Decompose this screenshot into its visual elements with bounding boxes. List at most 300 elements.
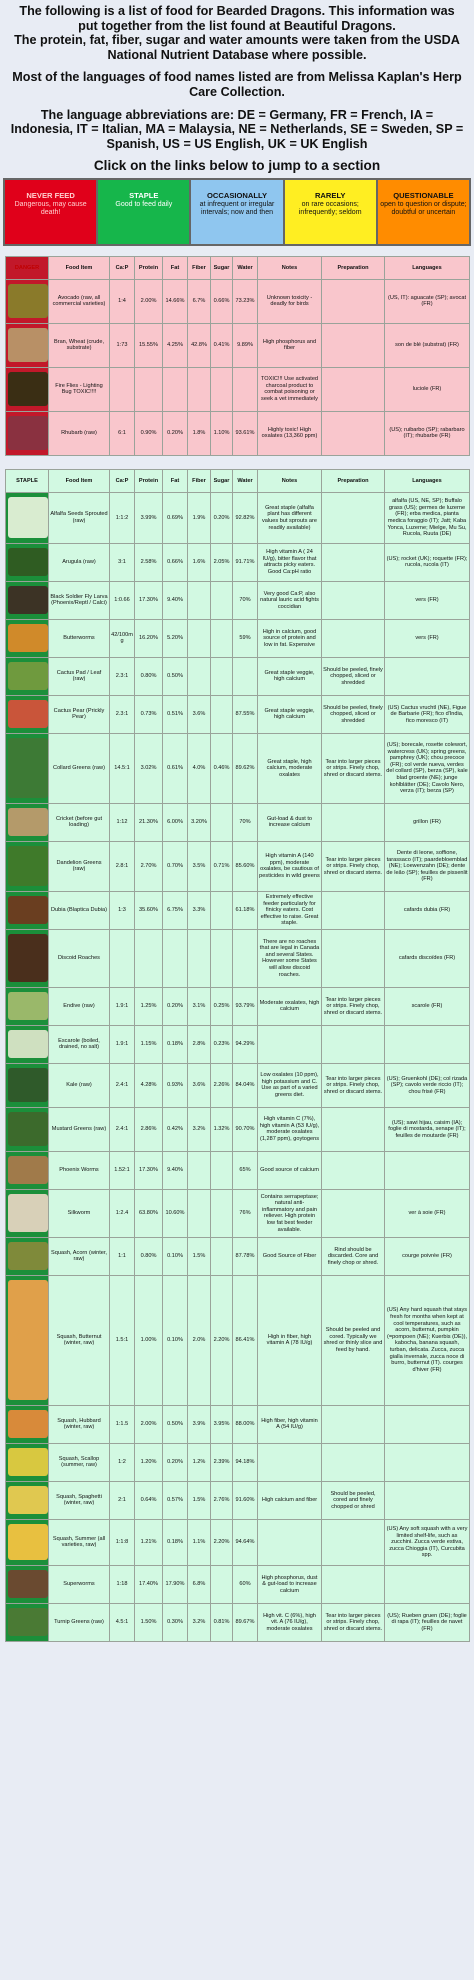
table-cell: 1.1% (188, 1519, 211, 1565)
table-cell: 3.2% (188, 1603, 211, 1641)
table-cell (211, 367, 233, 411)
table-cell: 1:1:8 (110, 1519, 135, 1565)
table-cell: 0.80% (135, 657, 163, 695)
table-cell: 1:18 (110, 1565, 135, 1603)
table-cell: 2.3:1 (110, 657, 135, 695)
table-cell: 93.61% (233, 411, 258, 455)
table-cell: 1.9:1 (110, 1025, 135, 1063)
table-cell: 17.30% (135, 1151, 163, 1189)
column-header: Protein (135, 469, 163, 492)
table-cell: 2.20% (211, 1519, 233, 1565)
table-cell: 1.52:1 (110, 1151, 135, 1189)
table-cell: 1.6% (188, 543, 211, 581)
table-cell: 1.5% (188, 1481, 211, 1519)
table-cell (322, 1565, 385, 1603)
table-cell: 1:12 (110, 803, 135, 841)
food-name-cell: Squash, Butternut (winter, raw) (49, 1275, 110, 1405)
food-photo-cell (6, 657, 49, 695)
food-name-cell: Phoenix Worms (49, 1151, 110, 1189)
food-photo-cell (6, 1151, 49, 1189)
table-cell (188, 581, 211, 619)
table-cell: 4.0% (188, 733, 211, 803)
food-photo-cell (6, 891, 49, 929)
table-cell: 17.90% (163, 1565, 188, 1603)
table-cell (322, 619, 385, 657)
table-cell: 4.5:1 (110, 1603, 135, 1641)
food-table (5, 256, 470, 1642)
danger-section (6, 256, 470, 455)
table-cell: 1:1.5 (110, 1405, 135, 1443)
column-header: Water (233, 256, 258, 279)
table-cell: 91.71% (233, 543, 258, 581)
table-cell: 5.20% (163, 619, 188, 657)
table-cell: 94.29% (233, 1025, 258, 1063)
legend-title: QUESTIONABLE (393, 190, 454, 200)
table-cell: Tear into larger pieces or strips. Finely chop, shred or discard stems. (322, 987, 385, 1025)
food-name-cell: Mustard Greens (raw) (49, 1107, 110, 1151)
food-name-cell: Squash, Summer (all varieties, raw) (49, 1519, 110, 1565)
table-row (6, 1189, 470, 1237)
legend-desc: at infrequent or irregular intervals; now and then (199, 200, 275, 217)
table-cell: 2.70% (135, 841, 163, 891)
table-cell (385, 1481, 470, 1519)
table-cell: 0.20% (163, 411, 188, 455)
table-cell: 1.00% (135, 1275, 163, 1405)
table-cell: 0.10% (163, 1275, 188, 1405)
table-cell: (US) Any hard squash that stays fresh for months when kept at cool temperatures, such as acorn, butternut, pumpkin (=pompoen (NE); Kuerbis (DE)), kabocha, banana squash, turban, delicata. Zucca, zucca gialla invernale, zucca noce di burro, butternut (IT). courges d'hiver (FR) (385, 1275, 470, 1405)
table-cell: (US) Any soft squash with a very limited shelf-life, such as zucchini. Zucca verde estiva, zucca Chioggia (IT), Curcubita spp. (385, 1519, 470, 1565)
table-cell: 84.04% (233, 1063, 258, 1107)
table-cell (385, 1405, 470, 1443)
food-photo (8, 1156, 48, 1184)
food-photo (8, 328, 48, 362)
food-photo (8, 1030, 48, 1058)
table-cell: 0.10% (163, 1237, 188, 1275)
food-name-cell: Bran, Wheat (crude, substrate) (49, 323, 110, 367)
food-photo (8, 586, 48, 614)
food-name-cell: Alfalfa Seeds Sprouted (raw) (49, 492, 110, 543)
food-name-cell: Squash, Acorn (winter, raw) (49, 1237, 110, 1275)
column-header: Fiber (188, 256, 211, 279)
table-cell (233, 657, 258, 695)
table-cell: 1.50% (135, 1603, 163, 1641)
column-header: Sugar (211, 256, 233, 279)
table-cell: Great staple, high calcium, moderate oxalates (258, 733, 322, 803)
food-photo-cell (6, 929, 49, 987)
table-cell: High vitamin A (140 ppm), moderate oxalates, be cautious of pesticides in wild greens (258, 841, 322, 891)
column-header: Languages (385, 256, 470, 279)
table-cell: 2.8% (188, 1025, 211, 1063)
legend-title: RARELY (314, 190, 346, 200)
table-cell: 0.23% (211, 1025, 233, 1063)
food-name-cell: Rhubarb (raw) (49, 411, 110, 455)
table-row (6, 1603, 470, 1641)
table-cell: 3.3% (188, 891, 211, 929)
table-row (6, 657, 470, 695)
table-cell: 1.9% (188, 492, 211, 543)
intro-line-2: The protein, fat, fiber, sugar and water amounts were taken from the USDA National Nutrient Database where possible. (14, 33, 460, 62)
table-cell: Tear into larger pieces or strips. Finely chop, shred or discard stems. (322, 733, 385, 803)
table-row (6, 1519, 470, 1565)
table-cell: 1:3 (110, 891, 135, 929)
table-cell: 0.81% (211, 1603, 233, 1641)
table-cell: 0.18% (163, 1025, 188, 1063)
staple-section (6, 469, 470, 1641)
table-cell: 63.80% (135, 1189, 163, 1237)
table-cell: ver à soie (FR) (385, 1189, 470, 1237)
table-cell (322, 1519, 385, 1565)
table-cell: 87.78% (233, 1237, 258, 1275)
table-cell: 3.20% (188, 803, 211, 841)
food-photo-cell (6, 1565, 49, 1603)
food-name-cell: Dandelion Greens (raw) (49, 841, 110, 891)
table-cell: Should be peeled, finely chopped, sliced or shredded (322, 695, 385, 733)
food-photo-cell (6, 619, 49, 657)
table-cell: 6.75% (163, 891, 188, 929)
table-cell: Should be peeled and cored. Typically we shred or thinly slice and feed by hand. (322, 1275, 385, 1405)
food-name-cell: Escarole (boiled, drained, no salt) (49, 1025, 110, 1063)
food-photo-cell (6, 1443, 49, 1481)
table-cell: son de blé (substrat) (FR) (385, 323, 470, 367)
table-cell: High in calcium, good source of protein and low in fat. Expensive (258, 619, 322, 657)
table-cell: 9.40% (163, 581, 188, 619)
food-name-cell: Dubia (Blaptica Dubia) (49, 891, 110, 929)
table-cell: 9.40% (163, 1151, 188, 1189)
food-photo-cell (6, 323, 49, 367)
food-photo (8, 372, 48, 406)
table-cell: 0.66% (211, 279, 233, 323)
table-cell: 0.20% (211, 492, 233, 543)
danger-header-row (6, 256, 470, 279)
table-cell: 70% (233, 803, 258, 841)
intro-line-3: Most of the languages of food names listed are from Melissa Kaplan's Herp Care Collection. (12, 70, 462, 99)
food-name-cell: Cactus Pad / Leaf (raw) (49, 657, 110, 695)
table-cell: alfalfa (US, NE, SP); Buffalo grass (US); germes de luzerne (FR); erba medica, pianta medica foraggio (IT); Jatt; Kaba Yonca, Luzerne; Mielge, Mu Su, Rucola, Ruuta (DE) (385, 492, 470, 543)
table-row (6, 987, 470, 1025)
intro (0, 0, 474, 174)
food-photo (8, 1486, 48, 1514)
table-cell: Unknown toxicity - deadly for birds (258, 279, 322, 323)
table-cell (385, 1151, 470, 1189)
danger-section-label: DANGER (6, 256, 49, 279)
food-photo-cell (6, 987, 49, 1025)
table-cell: High calcium and fiber (258, 1481, 322, 1519)
column-header: Notes (258, 469, 322, 492)
column-header: Food Item (49, 469, 110, 492)
table-cell: 2.76% (211, 1481, 233, 1519)
table-cell (322, 1189, 385, 1237)
column-header: Fiber (188, 469, 211, 492)
column-header: Fat (163, 469, 188, 492)
table-cell: 94.18% (233, 1443, 258, 1481)
table-cell: 0.61% (163, 733, 188, 803)
table-cell (135, 929, 163, 987)
table-cell (211, 1237, 233, 1275)
table-cell: 76% (233, 1189, 258, 1237)
table-row (6, 1063, 470, 1107)
table-cell (211, 1189, 233, 1237)
table-cell (322, 1151, 385, 1189)
food-photo-cell (6, 1189, 49, 1237)
food-photo-cell (6, 1275, 49, 1405)
table-cell (258, 1443, 322, 1481)
table-cell: 2:1 (110, 1481, 135, 1519)
table-cell (233, 929, 258, 987)
legend-never-feed-link[interactable] (5, 180, 98, 244)
table-cell: 3.1% (188, 987, 211, 1025)
table-cell: 21.30% (135, 803, 163, 841)
table-cell (258, 1025, 322, 1063)
table-cell: 3.2% (188, 1107, 211, 1151)
table-cell: 6:1 (110, 411, 135, 455)
table-cell: 15.55% (135, 323, 163, 367)
table-cell: 2.58% (135, 543, 163, 581)
table-cell (322, 581, 385, 619)
column-header: Food Item (49, 256, 110, 279)
table-cell (211, 1151, 233, 1189)
table-cell: 6.7% (188, 279, 211, 323)
table-cell: Great staple veggie, high calcium (258, 657, 322, 695)
table-cell: Tear into larger pieces or strips. Finely chop, shred or discard stems. (322, 1603, 385, 1641)
table-cell: (US); sawi hijau, caisim (IA); foglie di mostarda, senape (IT); feuilles de moutarde (FR) (385, 1107, 470, 1151)
food-name-cell: Fire Flies - Lighting Bug TOXIC!!!! (49, 367, 110, 411)
table-cell: 14.66% (163, 279, 188, 323)
table-cell: High vit. C (6%), high vit. A (76 IU/g), moderate oxalates (258, 1603, 322, 1641)
table-cell: 0.18% (163, 1519, 188, 1565)
table-cell (322, 929, 385, 987)
food-photo-cell (6, 1519, 49, 1565)
food-photo-cell (6, 1025, 49, 1063)
food-photo-cell (6, 803, 49, 841)
table-cell: 2.4:1 (110, 1063, 135, 1107)
table-row (6, 543, 470, 581)
table-cell: 1.2% (188, 1443, 211, 1481)
table-cell: 0.51% (163, 695, 188, 733)
table-cell (163, 367, 188, 411)
table-cell: 1:1:2 (110, 492, 135, 543)
table-cell: High vitamin C (7%), high vitamin A (53 IU/g), moderate oxalates (1,287 ppm), goytogens (258, 1107, 322, 1151)
table-cell: 1.32% (211, 1107, 233, 1151)
table-cell: 73.23% (233, 279, 258, 323)
table-cell: 59% (233, 619, 258, 657)
table-cell: 4.25% (163, 323, 188, 367)
food-photo (8, 548, 48, 576)
table-row (6, 323, 470, 367)
food-photo-cell (6, 841, 49, 891)
table-cell: 9.89% (233, 323, 258, 367)
table-row (6, 1405, 470, 1443)
table-cell (322, 1107, 385, 1151)
food-photo (8, 1242, 48, 1270)
legend-rarely-link[interactable] (285, 180, 378, 244)
food-photo-cell (6, 492, 49, 543)
food-photo-cell (6, 411, 49, 455)
food-photo (8, 738, 48, 798)
food-photo (8, 624, 48, 652)
food-photo (8, 808, 48, 836)
table-cell (322, 411, 385, 455)
table-cell (188, 657, 211, 695)
table-row (6, 803, 470, 841)
table-cell: 1.9:1 (110, 987, 135, 1025)
food-photo-cell (6, 695, 49, 733)
table-cell (188, 619, 211, 657)
food-name-cell: Collard Greens (raw) (49, 733, 110, 803)
food-name-cell: Squash, Hubbard (winter, raw) (49, 1405, 110, 1443)
table-cell (211, 803, 233, 841)
food-photo-cell (6, 1063, 49, 1107)
food-name-cell: Cricket (before gut loading) (49, 803, 110, 841)
table-cell: 1.5:1 (110, 1275, 135, 1405)
table-cell: 2.3:1 (110, 695, 135, 733)
table-cell (385, 1565, 470, 1603)
table-cell: Contains serrapeptase; natural anti-inflammatory and pain reliever. High protein low fat best feeder available. (258, 1189, 322, 1237)
table-cell (322, 803, 385, 841)
legend-questionable-link[interactable] (378, 180, 469, 244)
table-cell: 3.99% (135, 492, 163, 543)
staple-header-row (6, 469, 470, 492)
staple-section-label: STAPLE (6, 469, 49, 492)
table-cell: 16.20% (135, 619, 163, 657)
legend-occasionally-link[interactable] (191, 180, 284, 244)
table-cell (211, 929, 233, 987)
food-name-cell: Endive (raw) (49, 987, 110, 1025)
food-photo-cell (6, 543, 49, 581)
table-row (6, 1107, 470, 1151)
table-cell: (US, IT): aguacate (SP); avocat (FR) (385, 279, 470, 323)
table-cell: 2.86% (135, 1107, 163, 1151)
table-cell: 2.26% (211, 1063, 233, 1107)
column-header: Languages (385, 469, 470, 492)
table-cell: 10.60% (163, 1189, 188, 1237)
table-cell: 0.71% (211, 841, 233, 891)
table-cell: Very good Ca:P, also natural lauric acid fights coccidian (258, 581, 322, 619)
table-cell: 35.60% (135, 891, 163, 929)
table-row (6, 367, 470, 411)
food-name-cell: Black Soldier Fly Larva (Phoenix/Reptl / Calci) (49, 581, 110, 619)
table-cell: grillon (FR) (385, 803, 470, 841)
food-name-cell: Butterworms (49, 619, 110, 657)
legend-desc: Dangerous, may cause death! (14, 200, 87, 217)
table-cell: luciole (FR) (385, 367, 470, 411)
table-cell: (US); rocket (UK); roquette (FR); rucola, rucola (IT) (385, 543, 470, 581)
table-cell: 0.70% (163, 841, 188, 891)
table-cell: 2.00% (135, 1405, 163, 1443)
food-photo-cell (6, 367, 49, 411)
table-cell: 91.60% (233, 1481, 258, 1519)
table-row (6, 619, 470, 657)
table-cell: 0.20% (163, 1443, 188, 1481)
table-cell: scarole (FR) (385, 987, 470, 1025)
food-photo-cell (6, 279, 49, 323)
table-row (6, 581, 470, 619)
table-cell: 0.64% (135, 1481, 163, 1519)
food-photo-cell (6, 1237, 49, 1275)
jump-heading: Click on the links below to jump to a section (93, 158, 381, 174)
column-header: Ca:P (110, 256, 135, 279)
legend-title: OCCASIONALLY (206, 190, 268, 200)
table-cell: 17.30% (135, 581, 163, 619)
table-cell (211, 657, 233, 695)
column-header: Sugar (211, 469, 233, 492)
food-name-cell: Arugula (raw) (49, 543, 110, 581)
legend-title: STAPLE (129, 190, 159, 200)
food-name-cell: Squash, Spaghetti (winter, raw) (49, 1481, 110, 1519)
column-header: Water (233, 469, 258, 492)
table-cell: 1:2.4 (110, 1189, 135, 1237)
table-cell: 94.64% (233, 1519, 258, 1565)
section-legend (3, 178, 471, 246)
food-name-cell: Kale (raw) (49, 1063, 110, 1107)
table-cell: 0.41% (211, 323, 233, 367)
food-photo (8, 1448, 48, 1476)
food-photo (8, 1112, 48, 1146)
table-cell: 86.41% (233, 1275, 258, 1405)
food-photo (8, 934, 48, 982)
column-header: Fat (163, 256, 188, 279)
table-cell: 3:1 (110, 543, 135, 581)
food-photo (8, 846, 48, 886)
table-cell (163, 929, 188, 987)
table-row (6, 1275, 470, 1405)
table-row (6, 492, 470, 543)
food-photo (8, 1280, 48, 1400)
table-cell: 4.28% (135, 1063, 163, 1107)
table-cell: 93.79% (233, 987, 258, 1025)
table-cell: 61.18% (233, 891, 258, 929)
food-photo (8, 1608, 48, 1636)
table-row (6, 695, 470, 733)
table-cell: Low oxalates (10 ppm), high potassium and C. Use as part of a varied greens diet. (258, 1063, 322, 1107)
food-photo (8, 662, 48, 690)
table-cell: 2.8:1 (110, 841, 135, 891)
table-row (6, 1151, 470, 1189)
legend-desc: on rare occasions; infrequently; seldom (298, 200, 362, 217)
table-cell: 0.20% (163, 987, 188, 1025)
table-cell (211, 581, 233, 619)
table-cell: 1.21% (135, 1519, 163, 1565)
table-cell: 0.30% (163, 1603, 188, 1641)
table-cell (188, 1151, 211, 1189)
table-cell (211, 1565, 233, 1603)
table-cell: 3.9% (188, 1405, 211, 1443)
table-cell: Moderate oxalates, high calcium (258, 987, 322, 1025)
table-cell: Great staple (alfalfa plant has different values but sprouts are readily available) (258, 492, 322, 543)
food-photo-cell (6, 1107, 49, 1151)
table-cell (322, 367, 385, 411)
food-photo (8, 284, 48, 318)
table-cell: High fiber, high vitamin A (54 IU/g) (258, 1405, 322, 1443)
table-cell (322, 1405, 385, 1443)
table-cell: 6.8% (188, 1565, 211, 1603)
table-cell: High phosphorus and fiber (258, 323, 322, 367)
food-photo (8, 896, 48, 924)
table-cell: 89.67% (233, 1603, 258, 1641)
food-photo-cell (6, 581, 49, 619)
table-cell: Should be peeled, cored and finely chopped or shred (322, 1481, 385, 1519)
table-cell: 92.82% (233, 492, 258, 543)
table-cell: 0.57% (163, 1481, 188, 1519)
legend-desc: Good to feed daily (115, 200, 173, 208)
table-cell: Good Source of Fiber (258, 1237, 322, 1275)
table-cell (322, 492, 385, 543)
food-photo (8, 497, 48, 538)
legend-staple-link[interactable] (98, 180, 191, 244)
table-cell (322, 1443, 385, 1481)
table-row (6, 929, 470, 987)
table-row (6, 841, 470, 891)
food-photo-cell (6, 1405, 49, 1443)
